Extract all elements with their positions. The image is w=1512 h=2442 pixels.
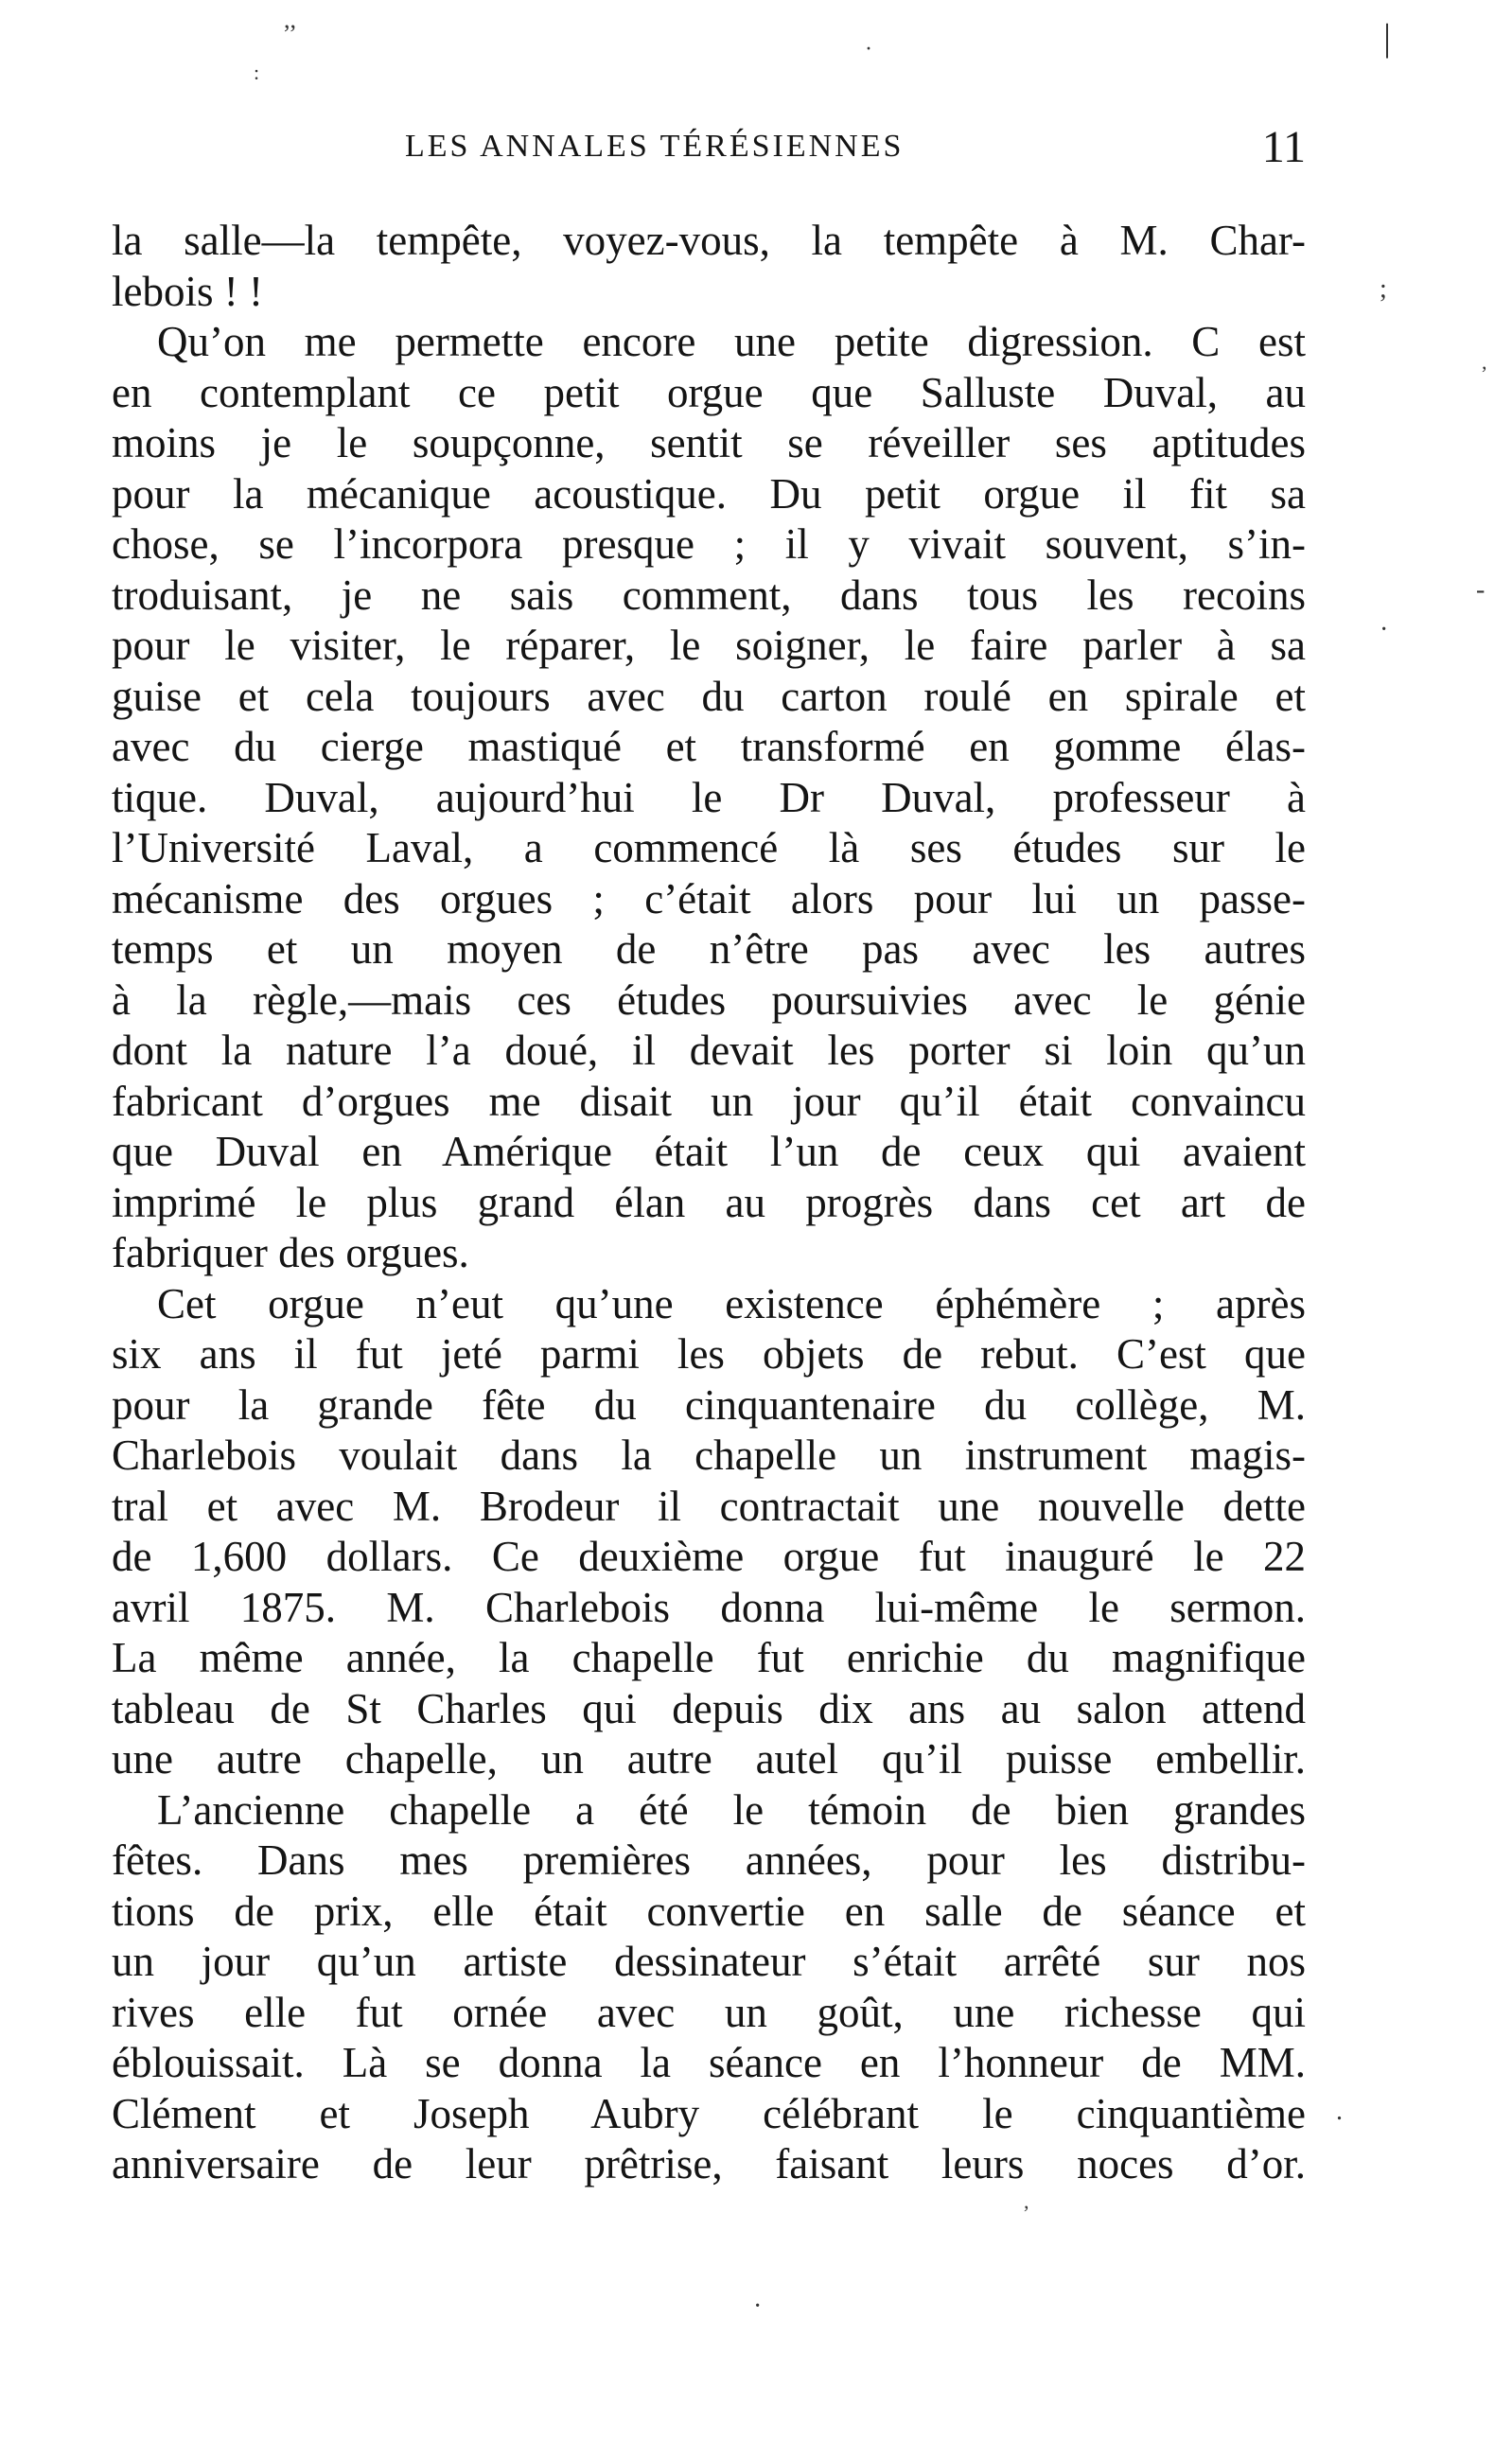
text-line: en contemplant ce petit orgue que Salluste Duval, au xyxy=(112,368,1306,416)
text-line: un jour qu’un artiste dessinateur s’était arrêté sur nos xyxy=(112,1938,1306,1985)
text-line: tral et avec M. Brodeur il contractait une nouvelle dette xyxy=(112,1482,1306,1530)
text-line: tableau de St Charles qui depuis dix ans au salon attend xyxy=(112,1684,1306,1732)
body-text xyxy=(112,216,1306,2190)
text-line: une autre chapelle, un autre autel qu’il puisse embellir. xyxy=(112,1735,1306,1783)
text-line: pour la mécanique acoustique. Du petit orgue il fit sa xyxy=(112,469,1306,518)
text-line: Clément et Joseph Aubry célébrant le cinquantième xyxy=(112,2089,1306,2137)
scan-speck: · xyxy=(865,37,872,61)
scan-speck: | xyxy=(1383,16,1392,59)
text-line: avec du cierge mastiqué et transformé en gomme élas- xyxy=(112,723,1306,770)
text-line: anniversaire de leur prêtrise, faisant leurs noces d’or. xyxy=(112,2140,1306,2187)
scan-speck: : xyxy=(254,61,260,84)
text-line: tions de prix, elle était convertie en salle de séance et xyxy=(112,1887,1306,1935)
text-line: guise et cela toujours avec du carton roulé en spirale et xyxy=(112,672,1306,720)
text-line: imprimé le plus grand élan au progrès dans cet art de xyxy=(112,1178,1306,1226)
text-line: éblouissait. Là se donna la séance en l’honneur de MM. xyxy=(112,2039,1306,2086)
scan-speck: ,, xyxy=(284,6,296,33)
text-line: rives elle fut ornée avec un goût, une richesse qui xyxy=(112,1988,1306,2036)
scan-speck: . xyxy=(1336,2097,1343,2126)
text-line: six ans il fut jeté parmi les objets de rebut. C’est que xyxy=(112,1330,1306,1378)
text-line: Charlebois voulait dans la chapelle un instrument magis- xyxy=(112,1432,1306,1479)
text-line: troduisant, je ne sais comment, dans tous les recoins xyxy=(112,571,1306,619)
text-line: pour le visiter, le réparer, le soigner, le faire parler à sa xyxy=(112,622,1306,669)
scan-speck: , xyxy=(1024,2189,1029,2213)
text-line: la salle—la tempête, voyez-vous, la tempête à M. Char- xyxy=(112,217,1306,264)
text-line: tique. Duval, aujourd’hui le Dr Duval, professeur à xyxy=(112,773,1306,821)
scan-speck: , xyxy=(1482,350,1487,374)
page-number: 11 xyxy=(1261,122,1306,172)
text-line: dont la nature l’a doué, il devait les porter si loin qu’un xyxy=(112,1027,1306,1074)
text-line: moins je le soupçonne, sentit se réveiller ses aptitudes xyxy=(112,419,1306,466)
text-line: temps et un moyen de n’être pas avec les autres xyxy=(112,925,1306,973)
text-line: Cet orgue n’eut qu’une existence éphémère ; après xyxy=(157,1279,1306,1327)
page-header xyxy=(112,121,1306,178)
text-line: mécanisme des orgues ; c’était alors pour lui un passe- xyxy=(112,874,1306,922)
text-line: fabriquer des orgues. xyxy=(112,1229,469,1276)
text-line: Qu’on me permette encore une petite digression. C est xyxy=(157,318,1306,365)
text-line: de 1,600 dollars. Ce deuxième orgue fut inauguré le 22 xyxy=(112,1533,1306,1580)
scan-speck: · xyxy=(1380,615,1389,644)
text-line: L’ancienne chapelle a été le témoin de bien grandes xyxy=(157,1785,1306,1834)
scan-speck: · xyxy=(753,2292,763,2321)
text-line: que Duval en Amérique était l’un de ceux qui avaient xyxy=(112,1128,1306,1175)
text-line: fêtes. Dans mes premières années, pour les distribu- xyxy=(112,1836,1306,1884)
text-line: avril 1875. M. Charlebois donna lui-même le sermon. xyxy=(112,1583,1306,1631)
text-line: à la règle,—mais ces études poursuivies avec le génie xyxy=(112,975,1306,1024)
scan-speck: - xyxy=(1476,575,1486,605)
running-title: LES ANNALES TÉRÉSIENNES xyxy=(405,129,905,164)
text-line: chose, se l’incorpora presque ; il y vivait souvent, s’in- xyxy=(112,520,1306,568)
text-line: fabricant d’orgues me disait un jour qu’il était convaincu xyxy=(112,1077,1306,1125)
scan-speck: ; xyxy=(1380,274,1387,304)
text-line: l’Université Laval, a commencé là ses études sur le xyxy=(112,824,1306,871)
text-line: lebois ! ! xyxy=(112,267,263,315)
text-line: La même année, la chapelle fut enrichie du magnifique xyxy=(112,1634,1306,1681)
text-line: pour la grande fête du cinquantenaire du collège, M. xyxy=(112,1380,1306,1429)
